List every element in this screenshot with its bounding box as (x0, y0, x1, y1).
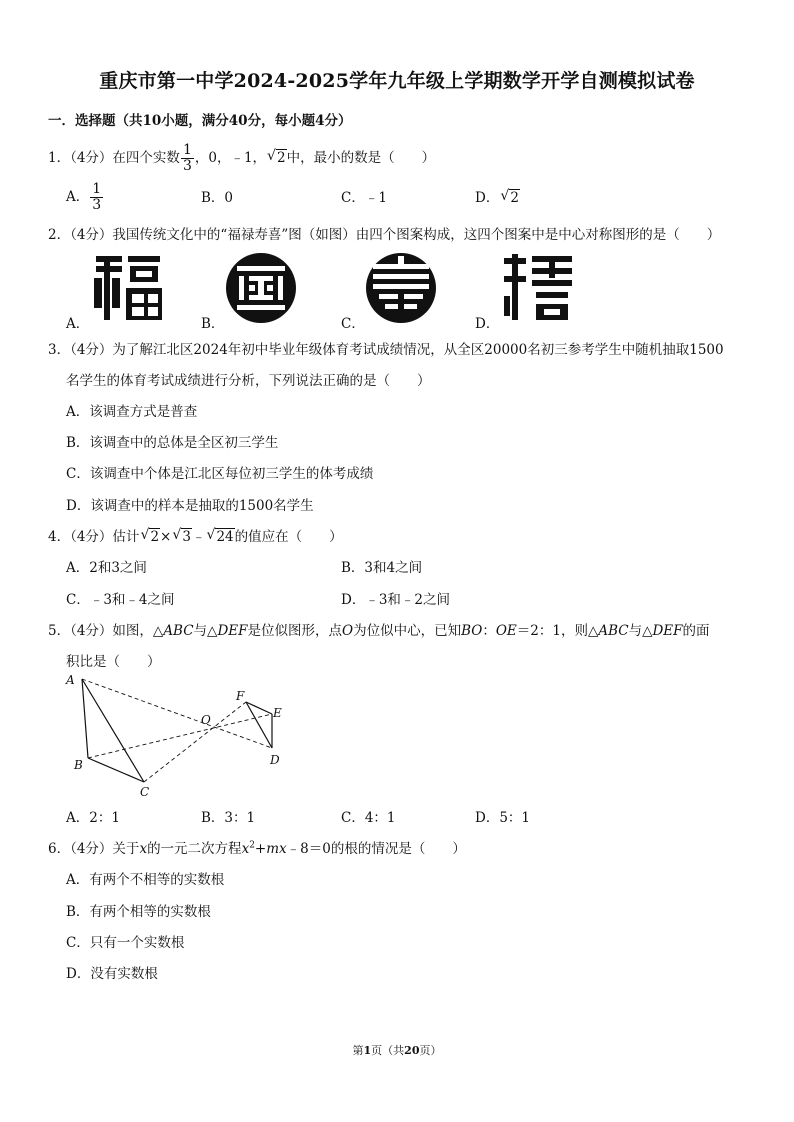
question-3-line-1: 3．（4分）为了解江北区2024年初中毕业年级体育考试成绩情况，从全区20000名初三参考学生中随机抽取1500 (48, 342, 724, 358)
label-point-f: F (236, 689, 245, 703)
q1-option-b: B．0 (201, 190, 234, 206)
label-point-a: A (66, 673, 75, 687)
q4-option-a: A．2和3之间 (66, 560, 147, 576)
q2-option-a: A． (66, 316, 90, 332)
page-footer: 第1页（共20页） (352, 1044, 442, 1057)
q6-option-b: B．有两个相等的实数根 (66, 904, 211, 920)
q6-option-c: C．只有一个实数根 (66, 935, 185, 951)
shou-character-image (365, 252, 437, 324)
fu-character-image (92, 252, 164, 324)
page-title: 重庆市第一中学2024-2025学年九年级上学期数学开学自测模拟试卷 (99, 70, 695, 92)
q4-sqrt-24: √ 24 (206, 527, 234, 545)
q5-option-d: D．5：1 (475, 810, 531, 826)
q1-middle: ，0，﹣1， (194, 150, 267, 166)
q3-option-b: B．该调查中的总体是全区初三学生 (66, 435, 279, 451)
total-pages: 20 (404, 1044, 420, 1057)
q1-sqrt: √ 2 (267, 148, 286, 166)
question-2: 2．（4分）我国传统文化中的“福禄寿喜”图（如图）由四个图案构成，这四个图案中是中心对称图形的是（ ） (48, 227, 721, 243)
question-5-line-2: 积比是（ ） (66, 654, 161, 670)
label-point-o: O (201, 713, 211, 727)
q4-option-b: B．3和4之间 (341, 560, 423, 576)
xi-character-image (502, 252, 574, 324)
q5-option-b: B．3：1 (201, 810, 256, 826)
q2-option-b: B． (201, 316, 225, 332)
q1-option-a: A． $\frac{1}{3}$ (66, 181, 102, 213)
q1-suffix: 中，最小的数是（ ） (286, 150, 436, 166)
label-point-c: C (140, 785, 150, 799)
label-point-b: B (74, 758, 83, 772)
q3-option-d: D．该调查中的样本是抽取的1500名学生 (66, 498, 314, 514)
q6-option-a: A．有两个不相等的实数根 (66, 872, 225, 888)
q3-option-c: C．该调查中个体是江北区每位初三学生的体考成绩 (66, 466, 374, 482)
q3-option-a: A．该调查方式是普查 (66, 404, 198, 420)
q5-option-c: C．4：1 (341, 810, 396, 826)
question-5-line-1: 5．（4分）如图，△ABC与△DEF是位似图形，点O为位似中心，已知BO：OE＝2：1，则△ABC与△DEF的面 (48, 623, 710, 639)
q4-option-d: D．﹣3和﹣2之间 (341, 592, 451, 608)
label-point-e: E (273, 706, 282, 720)
section-heading: 一．选择题（共10小题，满分40分，每小题4分） (48, 113, 352, 129)
homothety-figure (60, 668, 300, 803)
q1-fraction: $\frac{1}{3}$ (182, 142, 192, 174)
q4-sqrt-2: √ 2 (140, 527, 160, 545)
q4-sqrt-3: √ 3 (172, 527, 191, 545)
q5-option-a: A．2：1 (66, 810, 120, 826)
question-6: 6．（4分）关于x的一元二次方程$x^2+mx﹣8=0$的根的情况是（ ） (48, 840, 466, 857)
question-3-line-2: 名学生的体育考试成绩进行分析，下列说法正确的是（ ） (66, 373, 431, 389)
q1-option-d: D． √ 2 (475, 188, 519, 206)
q1-prefix: 1．（4分）在四个实数 (48, 150, 180, 166)
q4-option-c: C．﹣3和﹣4之间 (66, 592, 175, 608)
q2-option-c: C． (341, 316, 365, 332)
q1-option-c: C．﹣1 (341, 190, 387, 206)
label-point-d: D (270, 753, 280, 767)
question-4: 4．（4分）估计 √ 2× √ 3﹣ √ 24的值应在（ ） (48, 527, 343, 545)
lu-character-image (225, 252, 297, 324)
q2-option-d: D． (475, 316, 500, 332)
current-page: 1 (363, 1044, 372, 1057)
q6-option-d: D．没有实数根 (66, 966, 158, 982)
question-1 (48, 143, 435, 174)
